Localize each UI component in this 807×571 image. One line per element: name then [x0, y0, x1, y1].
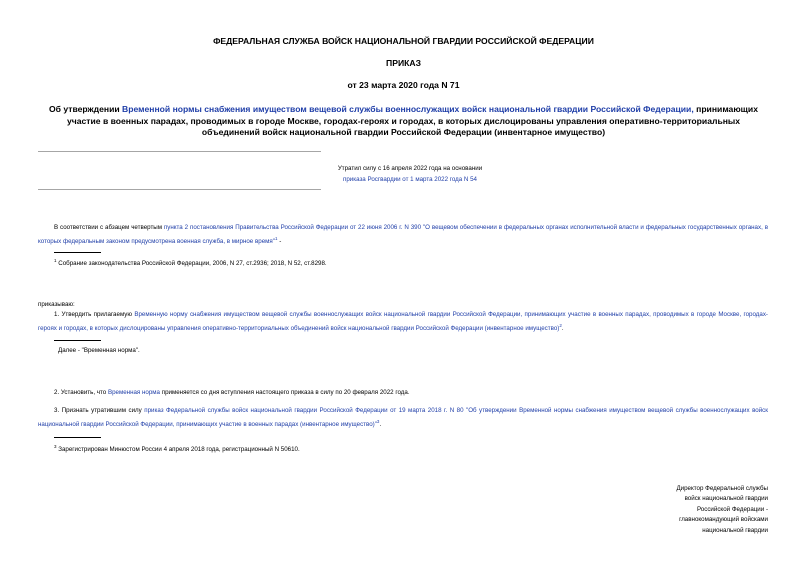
signature-line: Директор Федеральной службы — [676, 485, 768, 492]
title-rest: принимающих участие в военных парадах, проводимых в городе Москве, городах-героях и городах, в которых дислоцированы управления оперативно-территориальных объединений войск национальной гвардии Российской Федерации (инвентарное имущество) — [66, 104, 758, 137]
signature-line: Российской Федерации - — [696, 505, 768, 513]
item-1 — [38, 309, 768, 335]
item-2-link[interactable]: Временная норма — [107, 389, 160, 396]
footnote-1 — [54, 256, 327, 269]
divider-top — [38, 151, 321, 152]
doc-title — [40, 104, 767, 139]
footnote-1-mark: 1 — [54, 258, 57, 263]
agency-name: ФЕДЕРАЛЬНАЯ СЛУЖБА ВОЙСК НАЦИОНАЛЬНОЙ ГВАРДИИ РОССИЙСКОЙ ФЕДЕРАЦИИ — [213, 36, 594, 46]
doc-date-number: от 23 марта 2020 года N 71 — [347, 80, 460, 90]
item-2-rest: применяется со дня вступления настоящего приказа в силу по 20 февраля 2022 года. — [160, 389, 410, 396]
footnote-divider-1 — [54, 252, 101, 253]
item-3-prefix: 3. Признать утратившим силу — [54, 407, 145, 414]
footnote-divider-3 — [54, 437, 101, 438]
divider-bottom — [38, 189, 321, 190]
preamble-tail: - — [277, 238, 282, 246]
footnote-3-text: Зарегистрирован Минюстом России 4 апреля 2018 года, регистрационный N 50610. — [56, 446, 300, 454]
signature-line: войск национальной гвардии — [684, 495, 768, 503]
footnote-ref-1[interactable]: 1 — [274, 236, 278, 242]
preamble-paragraph — [38, 222, 768, 248]
signature-line: национальной гвардии — [702, 526, 768, 534]
footnote-2: Далее - "Временная норма". — [58, 347, 140, 354]
repeal-status-link[interactable]: приказа Росгвардии от 1 марта 2022 года N 54 — [343, 176, 477, 183]
item-2 — [54, 387, 768, 398]
footnote-3 — [54, 442, 300, 455]
item-3 — [38, 405, 768, 431]
item-1-link[interactable]: Временную норму снабжения имуществом вещевой службы военнослужащих войск национальной гвардии Российской Федерации, принимающих участие в военных парадах, проводимых в городе Москве, городах-героях и городах, в которых дислоцированы управления оперативно-территориальных объединений войск национальной гвардии Российской Федерации (инвентарное имущество) — [38, 311, 768, 333]
title-link[interactable]: Временной нормы снабжения имуществом вещевой службы военнослужащих войск национальной гвардии Российской Федерации, — [122, 104, 694, 114]
footnote-divider-2 — [54, 340, 101, 341]
doc-type: ПРИКАЗ — [386, 58, 421, 68]
item-1-tail: . — [561, 325, 564, 333]
title-prefix: Об утверждении — [49, 104, 123, 114]
footnote-3-mark: 3 — [54, 444, 57, 449]
preamble-intro: В соответствии с абзацем четвертым — [54, 224, 164, 231]
repeal-status — [320, 163, 500, 185]
item-3-tail: . — [379, 421, 382, 429]
item-3-link[interactable]: приказ Федеральной службы войск национальной гвардии Российской Федерации от 19 марта 2018 г. N 80 "Об утверждении Временной нормы снабжения имуществом вещевой службы военнослужащих войск национальной гвардии Российской Федерации, принимающих участие в военных парадах (инвентарное имущество)" — [38, 407, 768, 429]
order-word: приказываю: — [38, 301, 75, 308]
item-1-prefix: 1. Утвердить прилагаемую — [54, 311, 135, 318]
signature-line: главнокомандующий войсками — [679, 516, 768, 524]
footnote-ref-2[interactable]: 2 — [559, 323, 562, 329]
footnote-ref-3[interactable]: 3 — [376, 419, 380, 425]
footnote-1-text: Собрание законодательства Российской Федерации, 2006, N 27, ст.2936; 2018, N 52, ст.8298. — [56, 260, 327, 268]
signature-block — [676, 484, 768, 536]
item-2-prefix: 2. Установить, что — [54, 389, 108, 396]
preamble-link[interactable]: пункта 2 постановления Правительства Российской Федерации от 22 июня 2006 г. N 390 "О вещевом обеспечении в федеральных органах исполнительной власти и федеральных государственных органах, в которых федеральным законом предусмотрена военная служба, в мирное время" — [38, 224, 768, 246]
repeal-status-text: Утратил силу с 16 апреля 2022 года на основании — [337, 165, 483, 172]
